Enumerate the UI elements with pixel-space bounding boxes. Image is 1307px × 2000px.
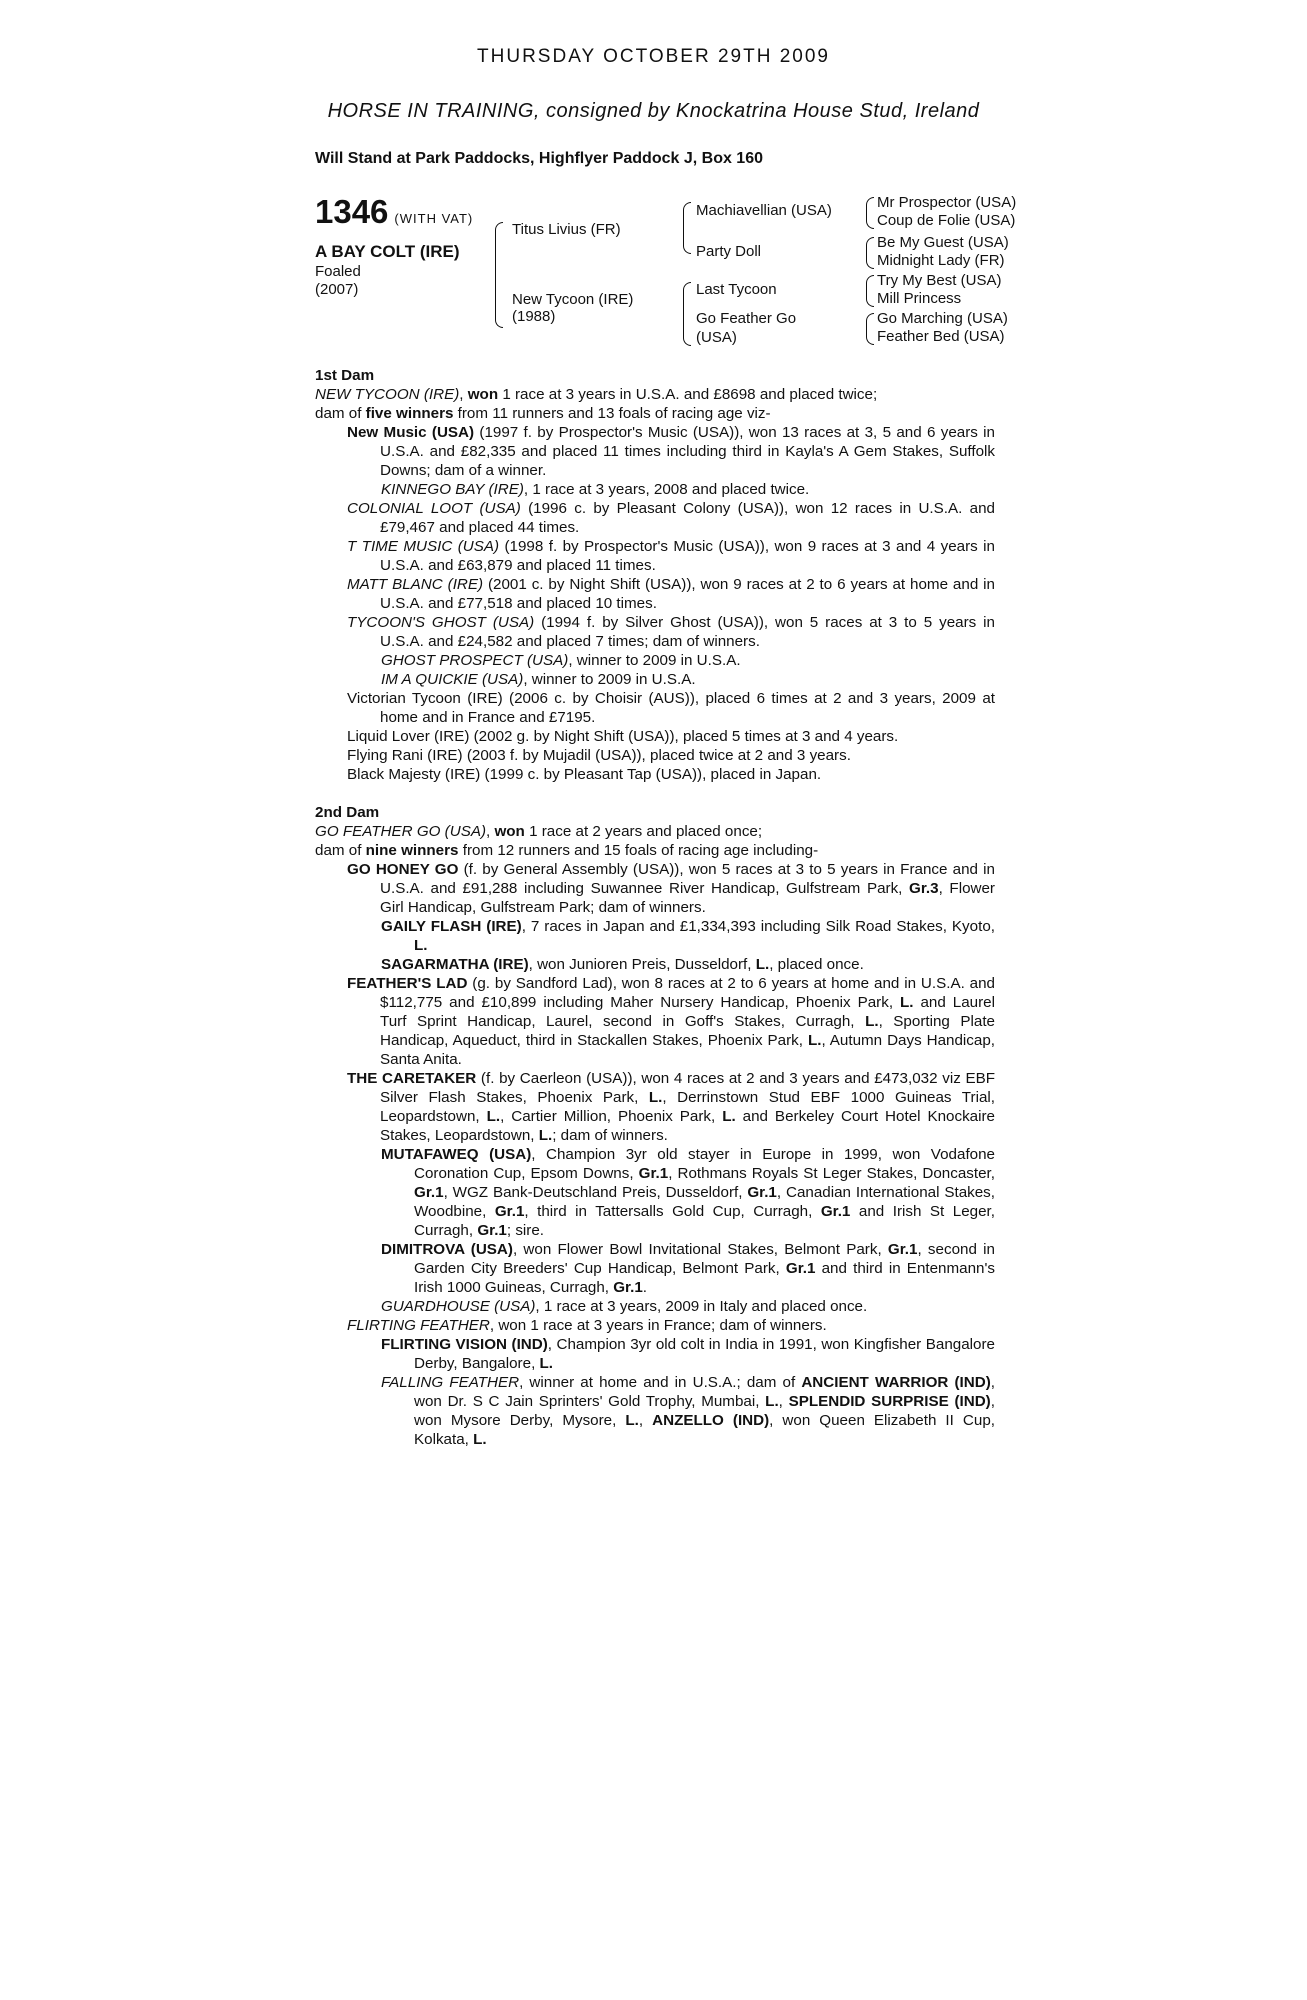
pedigree-dam-dam-country: (USA): [696, 329, 737, 346]
pedigree-dds: Go Marching (USA): [877, 310, 1008, 327]
produce-entry: KINNEGO BAY (IRE), 1 race at 3 years, 2008 and placed twice.: [381, 481, 810, 498]
first-dam-heading: 1st Dam: [315, 367, 375, 384]
foaled-label: Foaled: [315, 263, 361, 280]
produce-entry: COLONIAL LOOT (USA) (1996 c. by Pleasant Colony (USA)), won 12 races in U.S.A. and £79,467 and placed 44 times.: [347, 500, 995, 536]
foaled-year: (2007): [315, 281, 359, 298]
first-dam-line: NEW TYCOON (IRE), won 1 race at 3 years in U.S.A. and £8698 and placed twice;: [315, 386, 878, 403]
produce-entry: FLIRTING FEATHER, won 1 race at 3 years in France; dam of winners.: [347, 1317, 827, 1334]
pedigree-sire-dam: Party Doll: [696, 243, 762, 260]
produce-entry: MUTAFAWEQ (USA), Champion 3yr old stayer in Europe in 1999, won Vodafone Coronation Cup, Epsom Downs, Gr.1, Rothmans Royals St Leger Stakes, Doncaster, Gr.1, WGZ Bank-Deutschland Preis, Dusseldorf, Gr.1, Canadian International Stakes, Woodbine, Gr.1, third in Tattersalls Gold Cup, Curragh, Gr.1 and Irish St Leger, Curragh, Gr.1; sire.: [381, 1146, 996, 1239]
pedigree-ddd: Feather Bed (USA): [877, 328, 1005, 345]
produce-entry: IM A QUICKIE (USA), winner to 2009 in U.S.A.: [381, 671, 696, 688]
brace-ss: [866, 197, 874, 229]
brace-dd: [866, 313, 874, 345]
second-dam-heading: 2nd Dam: [315, 804, 380, 821]
produce-entry: FALLING FEATHER, winner at home and in U.S.A.; dam of ANCIENT WARRIOR (IND), won Dr. S C Jain Sprinters' Gold Trophy, Mumbai, L., SPLENDID SURPRISE (IND), won Mysore Derby, Mysore, L., ANZELLO (IND), won Queen Elizabeth II Cup, Kolkata, L.: [381, 1374, 995, 1448]
pedigree-sds: Be My Guest (USA): [877, 234, 1009, 251]
produce-entry: GUARDHOUSE (USA), 1 race at 3 years, 2009 in Italy and placed once.: [381, 1298, 868, 1315]
produce-entry: T TIME MUSIC (USA) (1998 f. by Prospector's Music (USA)), won 9 races at 3 and 4 years in U.S.A. and £63,879 and placed 11 times.: [347, 538, 995, 574]
produce-entry: TYCOON'S GHOST (USA) (1994 f. by Silver Ghost (USA)), won 5 races at 3 to 5 years in U.S.A. and £24,582 and placed 7 times; dam of winners.: [347, 614, 995, 650]
catalogue-body: [315, 366, 995, 1449]
pedigree-sire-sire: Machiavellian (USA): [696, 202, 832, 219]
produce-entry: FLIRTING VISION (IND), Champion 3yr old colt in India in 1991, won Kingfisher Bangalore Derby, Bangalore, L.: [381, 1336, 995, 1372]
lot-number-block: [315, 193, 473, 231]
pedigree-sss: Mr Prospector (USA): [877, 194, 1017, 211]
pedigree-dam-sire: Last Tycoon: [696, 281, 777, 298]
horse-description: A BAY COLT (IRE): [315, 242, 460, 261]
pedigree-dam-year: (1988): [512, 308, 556, 325]
produce-entry: Black Majesty (IRE) (1999 c. by Pleasant Tap (USA)), placed in Japan.: [347, 766, 822, 783]
produce-entry: SAGARMATHA (IRE), won Junioren Preis, Dusseldorf, L., placed once.: [381, 956, 864, 973]
stand-location: Will Stand at Park Paddocks, Highflyer Paddock J, Box 160: [315, 150, 763, 167]
produce-entry: DIMITROVA (USA), won Flower Bowl Invitational Stakes, Belmont Park, Gr.1, second in Garden City Breeders' Cup Handicap, Belmont Park, Gr.1 and third in Entenmann's Irish 1000 Guineas, Curragh, Gr.1.: [381, 1241, 995, 1296]
lot-number: 1346: [315, 193, 389, 230]
produce-entry: MATT BLANC (IRE) (2001 c. by Night Shift (USA)), won 9 races at 2 to 6 years at home and in U.S.A. and £77,518 and placed 10 times.: [347, 576, 995, 612]
pedigree-dsd: Mill Princess: [877, 290, 962, 307]
produce-entry: FEATHER'S LAD (g. by Sandford Lad), won 8 races at 2 to 6 years at home and in U.S.A. and $112,775 and £10,899 including Maher Nursery Handicap, Phoenix Park, L. and Laurel Turf Sprint Handicap, Laurel, second in Goff's Stakes, Curragh, L., Sporting Plate Handicap, Aqueduct, third in Stackallen Stakes, Phoenix Park, L., Autumn Days Handicap, Santa Anita.: [347, 975, 996, 1068]
produce-entry: GAILY FLASH (IRE), 7 races in Japan and £1,334,393 including Silk Road Stakes, Kyoto, L.: [381, 918, 995, 954]
produce-entry: Liquid Lover (IRE) (2002 g. by Night Shift (USA)), placed 5 times at 3 and 4 years.: [347, 728, 899, 745]
produce-entry: Victorian Tycoon (IRE) (2006 c. by Choisir (AUS)), placed 6 times at 2 and 3 years, 2009 at home and in France and £7195.: [347, 690, 995, 726]
sale-date: THURSDAY OCTOBER 29TH 2009: [477, 46, 830, 67]
pedigree-sdd: Midnight Lady (FR): [877, 252, 1005, 269]
pedigree-ssd: Coup de Folie (USA): [877, 212, 1016, 229]
brace-dam: [683, 282, 691, 346]
produce-entry: Flying Rani (IRE) (2003 f. by Mujadil (USA)), placed twice at 2 and 3 years.: [347, 747, 851, 764]
brace-sd: [866, 237, 874, 269]
first-dam-produce-summary: dam of five winners from 11 runners and 13 foals of racing age viz-: [315, 405, 771, 422]
produce-entry: New Music (USA) (1997 f. by Prospector's Music (USA)), won 13 races at 3, 5 and 6 years in U.S.A. and £82,335 and placed 11 times including third in Kayla's A Gem Stakes, Suffolk Downs; dam of a winner.: [347, 424, 996, 479]
pedigree-dam-dam: Go Feather Go: [696, 310, 797, 327]
produce-entry: GO HONEY GO (f. by General Assembly (USA)), won 5 races at 3 to 5 years in France and in U.S.A. and £91,288 including Suwannee River Handicap, Gulfstream Park, Gr.3, Flower Girl Handicap, Gulfstream Park; dam of winners.: [347, 861, 995, 916]
produce-entry: THE CARETAKER (f. by Caerleon (USA)), won 4 races at 2 and 3 years and £473,032 viz EBF Silver Flash Stakes, Phoenix Park, L., Derrinstown Stud EBF 1000 Guineas Trial, Leopardstown, L., Cartier Million, Phoenix Park, L. and Berkeley Court Hotel Knockaire Stakes, Leopardstown, L.; dam of winners.: [347, 1070, 995, 1144]
second-dam-line: GO FEATHER GO (USA), won 1 race at 2 years and placed once;: [315, 823, 763, 840]
brace-sire: [683, 202, 691, 254]
vat-note: (WITH VAT): [394, 211, 474, 226]
second-dam-produce-summary: dam of nine winners from 12 runners and 15 foals of racing age including-: [315, 842, 819, 859]
foaled-info: [315, 263, 361, 299]
brace-gen1: [495, 222, 503, 328]
pedigree-dam: New Tycoon (IRE): [512, 291, 634, 308]
brace-ds: [866, 275, 874, 307]
pedigree-dss: Try My Best (USA): [877, 272, 1002, 289]
consignment-line: HORSE IN TRAINING, consigned by Knockatrina House Stud, Ireland: [327, 100, 980, 122]
pedigree-sire: Titus Livius (FR): [512, 221, 621, 238]
produce-entry: GHOST PROSPECT (USA), winner to 2009 in U.S.A.: [381, 652, 741, 669]
